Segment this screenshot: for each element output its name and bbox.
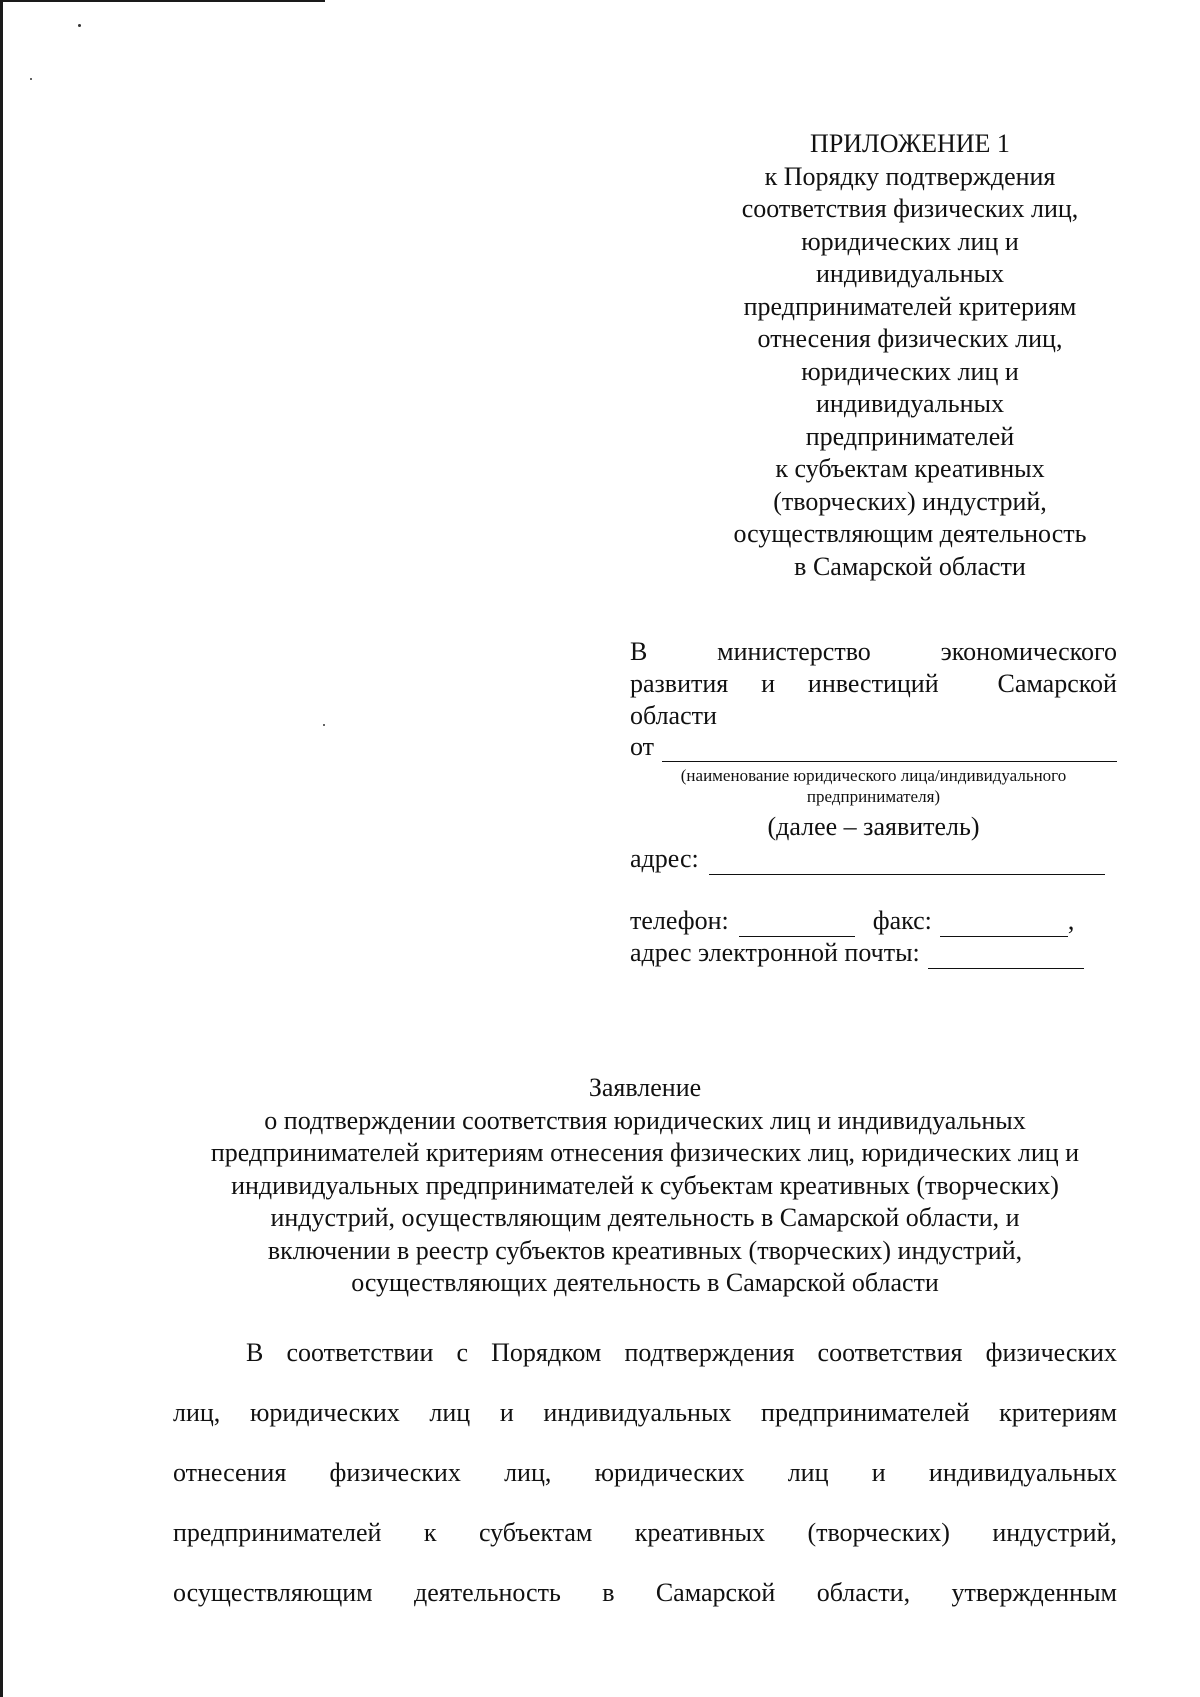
from-field[interactable] [662, 737, 1117, 762]
email-row [630, 937, 1117, 969]
body-word: критериям [999, 1398, 1117, 1427]
phone-field[interactable] [739, 912, 855, 937]
statement-title-block [170, 1072, 1120, 1300]
body-line [173, 1456, 1117, 1490]
addressee-word: Самарской [997, 669, 1117, 698]
body-word: субъектам [478, 1518, 593, 1547]
body-paragraph [173, 1336, 1117, 1636]
statement-subtitle-line: индустрий, осуществляющим деятельность в Самарской области, и [270, 1203, 1020, 1232]
address-field[interactable] [709, 850, 1105, 875]
fax-label: факс: [872, 906, 932, 935]
addressee-line: области [630, 701, 717, 730]
appendix-line: индивидуальных [815, 259, 1005, 288]
appendix-line: в Самарской области [794, 551, 1026, 581]
body-word: к [423, 1518, 437, 1547]
scan-speck [30, 78, 32, 80]
body-word: физических [329, 1458, 461, 1487]
body-word: области, [816, 1578, 911, 1607]
body-line [173, 1396, 1117, 1430]
body-word: лиц, [504, 1458, 552, 1487]
body-word: подтверждения [624, 1338, 795, 1367]
appendix-line: юридических лиц и [801, 356, 1019, 386]
appendix-line: (творческих) индустрий, [773, 486, 1047, 516]
appendix-line: предпринимателей критериям [743, 291, 1077, 321]
scan-speck [78, 24, 81, 27]
body-word: лиц, [173, 1398, 221, 1427]
from-caption-line: предпринимателя) [806, 787, 941, 806]
body-line [173, 1576, 1117, 1610]
body-word: отнесения [173, 1458, 287, 1487]
body-word: и [499, 1398, 514, 1427]
addressee-word: В [630, 637, 648, 666]
body-line [173, 1336, 1117, 1370]
page-border-left [0, 0, 3, 1697]
address-row [630, 843, 1117, 875]
address-label: адрес: [630, 844, 699, 873]
appendix-line: к Порядку подтверждения [764, 161, 1056, 191]
from-caption [630, 765, 1117, 807]
email-field[interactable] [928, 944, 1084, 969]
statement-title: Заявление [588, 1073, 702, 1102]
addressee-line [630, 636, 1117, 668]
body-word: деятельность [414, 1578, 561, 1607]
from-label: от [630, 732, 655, 761]
body-word: физических [985, 1338, 1117, 1367]
from-row [630, 732, 1117, 762]
phone-fax-row [630, 905, 1117, 937]
applicant-note: (далее – заявитель) [767, 812, 980, 841]
body-word: соответствия [817, 1338, 963, 1367]
addressee-word: министерство [717, 637, 871, 666]
body-word: предпринимателей [761, 1398, 970, 1427]
body-word: предпринимателей [173, 1518, 382, 1547]
body-word: юридических [594, 1458, 745, 1487]
body-word: утвержденным [951, 1578, 1117, 1607]
appendix-line: осуществляющим деятельность [733, 519, 1087, 548]
addressee-line [630, 668, 1117, 700]
appendix-line: отнесения физических лиц, [757, 324, 1063, 353]
appendix-line: к субъектам креативных [775, 454, 1045, 483]
page-border-top [0, 0, 325, 2]
body-word: индивидуальных [928, 1458, 1117, 1487]
body-line [173, 1516, 1117, 1550]
body-word: соответствии [286, 1338, 434, 1367]
from-caption-line: (наименование юридического лица/индивидуального [680, 766, 1067, 785]
body-word: с [456, 1338, 469, 1367]
appendix-title: ПРИЛОЖЕНИЕ 1 [810, 129, 1010, 158]
appendix-line: индивидуальных [815, 389, 1005, 418]
addressee-block [630, 636, 1117, 969]
body-word: Самарской [655, 1578, 776, 1607]
body-word: юридических [249, 1398, 400, 1427]
addressee-word: экономического [940, 637, 1117, 666]
fax-comma: , [1067, 906, 1075, 935]
statement-subtitle-line: индивидуальных предпринимателей к субъектам креативных (творческих) [231, 1170, 1059, 1200]
phone-label: телефон: [630, 906, 729, 935]
body-word: индивидуальных [543, 1398, 732, 1427]
statement-subtitle-line: о подтверждении соответствия юридических лиц и индивидуальных [264, 1105, 1026, 1135]
body-word: лиц [787, 1458, 829, 1487]
addressee-word: развития [630, 669, 729, 698]
statement-subtitle-line: включении в реестр субъектов креативных (творческих) индустрий, [267, 1235, 1023, 1265]
fax-field[interactable] [940, 912, 1068, 937]
body-word: в [602, 1578, 615, 1607]
body-word: Порядком [491, 1338, 602, 1367]
appendix-header [690, 128, 1130, 583]
statement-subtitle-line: предпринимателей критериям отнесения физических лиц, юридических лиц и [210, 1138, 1080, 1167]
body-word: индустрий, [992, 1518, 1117, 1547]
scan-speck [323, 724, 325, 726]
statement-subtitle-line: осуществляющих деятельность в Самарской области [351, 1268, 939, 1297]
body-word: и [871, 1458, 886, 1487]
email-label: адрес электронной почты: [630, 938, 920, 967]
appendix-line: юридических лиц и [801, 226, 1019, 256]
body-word: креативных [634, 1518, 766, 1547]
addressee-word: инвестиций [807, 669, 939, 698]
body-word: лиц [429, 1398, 471, 1427]
appendix-line: предпринимателей [805, 421, 1015, 451]
body-word: осуществляющим [173, 1578, 373, 1607]
addressee-word: и [761, 669, 776, 698]
appendix-line: соответствия физических лиц, [741, 194, 1079, 223]
body-word: В [246, 1338, 264, 1367]
body-word: (творческих) [807, 1518, 950, 1547]
